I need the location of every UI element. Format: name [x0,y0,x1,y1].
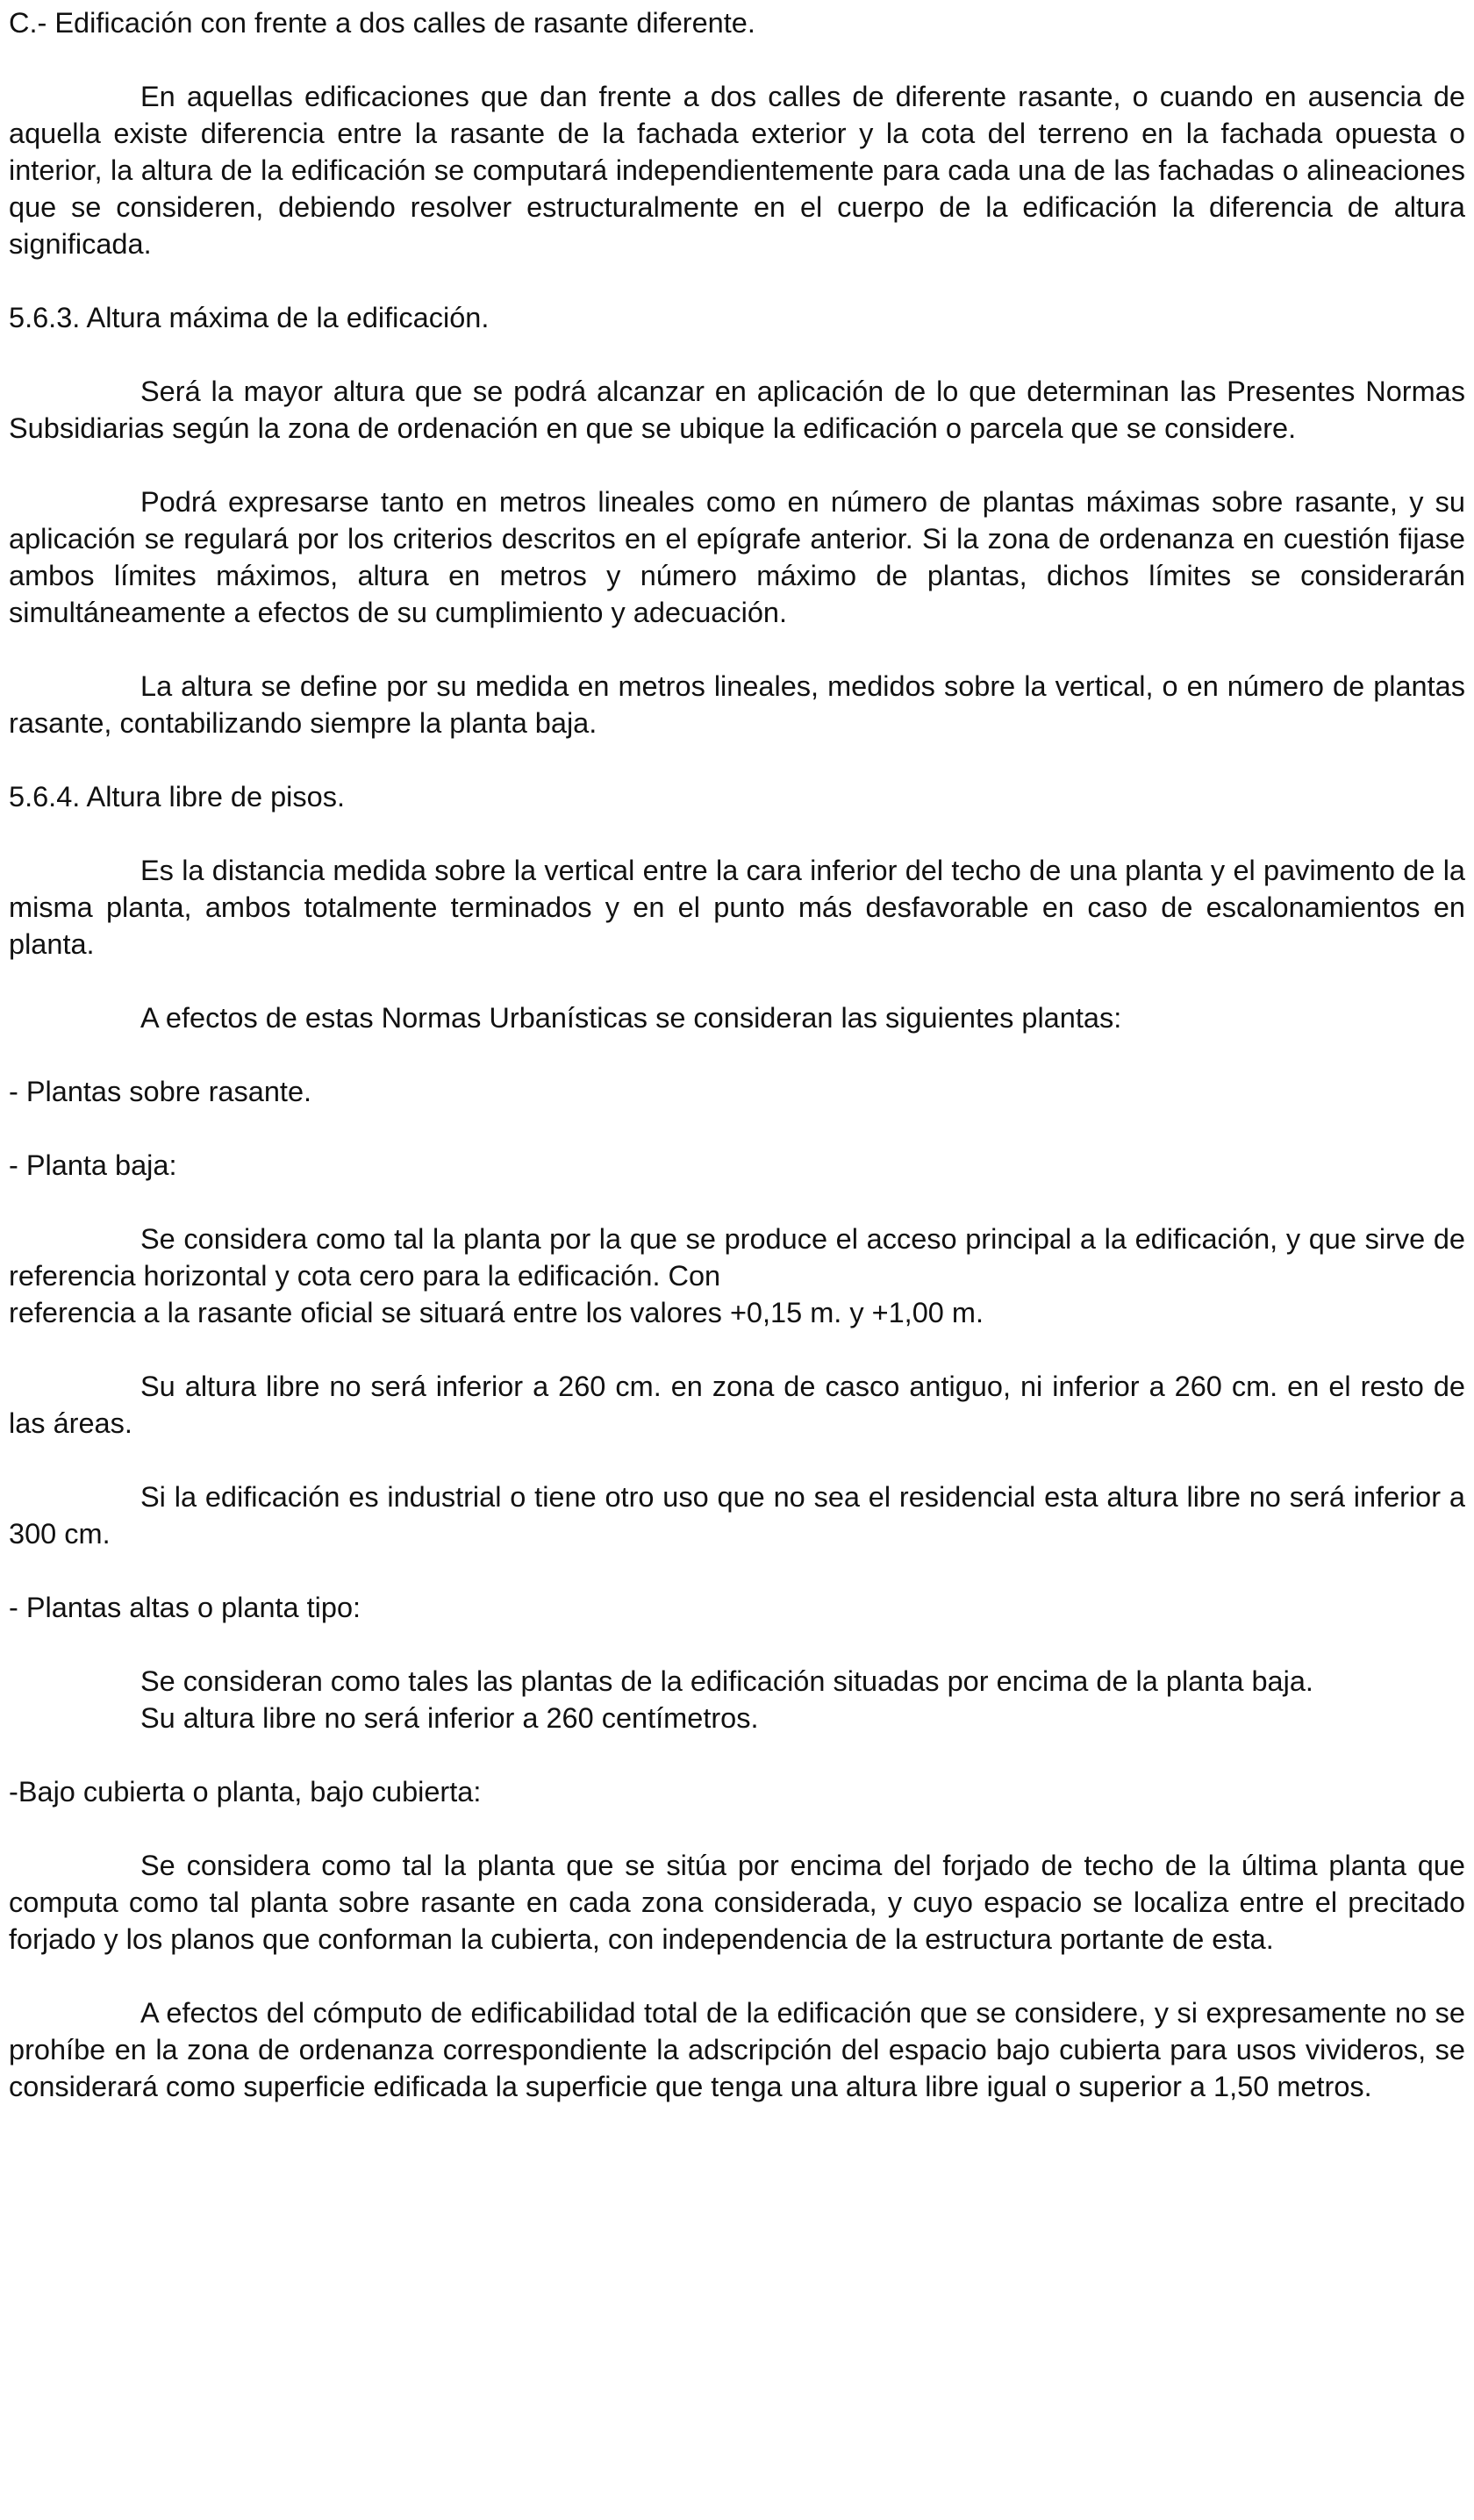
list-item-planta-baja: - Planta baja: [9,1149,177,1181]
list-item-bajo-cubierta: -Bajo cubierta o planta, bajo cubierta: [9,1776,482,1808]
paragraph-planta-baja-definition: Se considera como tal la planta por la que se produce el acceso principal a la edificación, y que sirve de referencia horizontal y cota cero para la edificación. Con [9,1223,1465,1292]
paragraph-max-height-definition: Será la mayor altura que se podrá alcanzar en aplicación de lo que determinan las Presentes Normas Subsidiarias según la zona de ordenación en que se ubique la edificación o parcela que se considere. [9,376,1465,444]
section-heading-5-6-4: 5.6.4. Altura libre de pisos. [9,781,346,813]
paragraph-two-streets: En aquellas edificaciones que dan frente a dos calles de diferente rasante, o cuando en ausencia de aquella existe diferencia entre la rasante de la fachada exterior y la cota del terreno en la fachada opuesta o interior, la altura de la edificación se computará independientemente para cada una de las fachadas o alineaciones que se consideren, debiendo resolver estructuralmente en el cuerpo de la edificación la diferencia de altura significada. [9,81,1465,260]
paragraph-planta-baja-reference: referencia a la rasante oficial se situará entre los valores +0,15 m. y +1,00 m. [9,1297,984,1328]
paragraph-clear-height-definition: Es la distancia medida sobre la vertical entre la cara inferior del techo de una planta y el pavimento de la misma planta, ambos totalmente terminados y en el punto más desfavorable en caso de escalonamientos en planta. [9,855,1465,960]
paragraph-industrial-clear-height: Si la edificación es industrial o tiene otro uso que no sea el residencial esta altura libre no será inferior a 300 cm. [9,1481,1465,1550]
paragraph-plantas-altas-definition: Se consideran como tales las plantas de la edificación situadas por encima de la planta baja. [140,1665,1313,1697]
section-heading-5-6-3: 5.6.3. Altura máxima de la edificación. [9,302,490,333]
paragraph-planta-baja-clear-height: Su altura libre no será inferior a 260 cm. en zona de casco antiguo, ni inferior a 260 cm. en el resto de las áreas. [9,1371,1465,1439]
document-body [9,0,1465,2105]
paragraph-height-measure: La altura se define por su medida en metros lineales, medidos sobre la vertical, o en número de plantas rasante, contabilizando siempre la planta baja. [9,670,1465,739]
section-heading-c: C.- Edificación con frente a dos calles de rasante diferente. [9,7,755,39]
paragraph-max-height-expression: Podrá expresarse tanto en metros lineales como en número de plantas máximas sobre rasante, y su aplicación se regulará por los criterios descritos en el epígrafe anterior. Si la zona de ordenanza en cuestión fijase ambos límites máximos, altura en metros y número máximo de plantas, dichos límites se considerarán simultáneamente a efectos de su cumplimiento y adecuación. [9,486,1465,628]
list-item-plantas-altas: - Plantas altas o planta tipo: [9,1592,361,1623]
list-item-plantas-sobre-rasante: - Plantas sobre rasante. [9,1076,312,1107]
paragraph-plantas-altas-clear-height: Su altura libre no será inferior a 260 centímetros. [140,1702,759,1734]
paragraph-bajo-cubierta-definition: Se considera como tal la planta que se sitúa por encima del forjado de techo de la última planta que computa como tal planta sobre rasante en cada zona considerada, y cuyo espacio se localiza entre el precitado forjado y los planos que conforman la cubierta, con independencia de la estructura portante de esta. [9,1850,1465,1955]
paragraph-floor-types-intro: A efectos de estas Normas Urbanísticas se consideran las siguientes plantas: [140,1002,1122,1034]
paragraph-edificability-computation: A efectos del cómputo de edificabilidad total de la edificación que se considere, y si expresamente no se prohíbe en la zona de ordenanza correspondiente la adscripción del espacio bajo cubierta para usos vivideros, se considerará como superficie edificada la superficie que tenga una altura libre igual o superior a 1,50 metros. [9,1997,1465,2102]
